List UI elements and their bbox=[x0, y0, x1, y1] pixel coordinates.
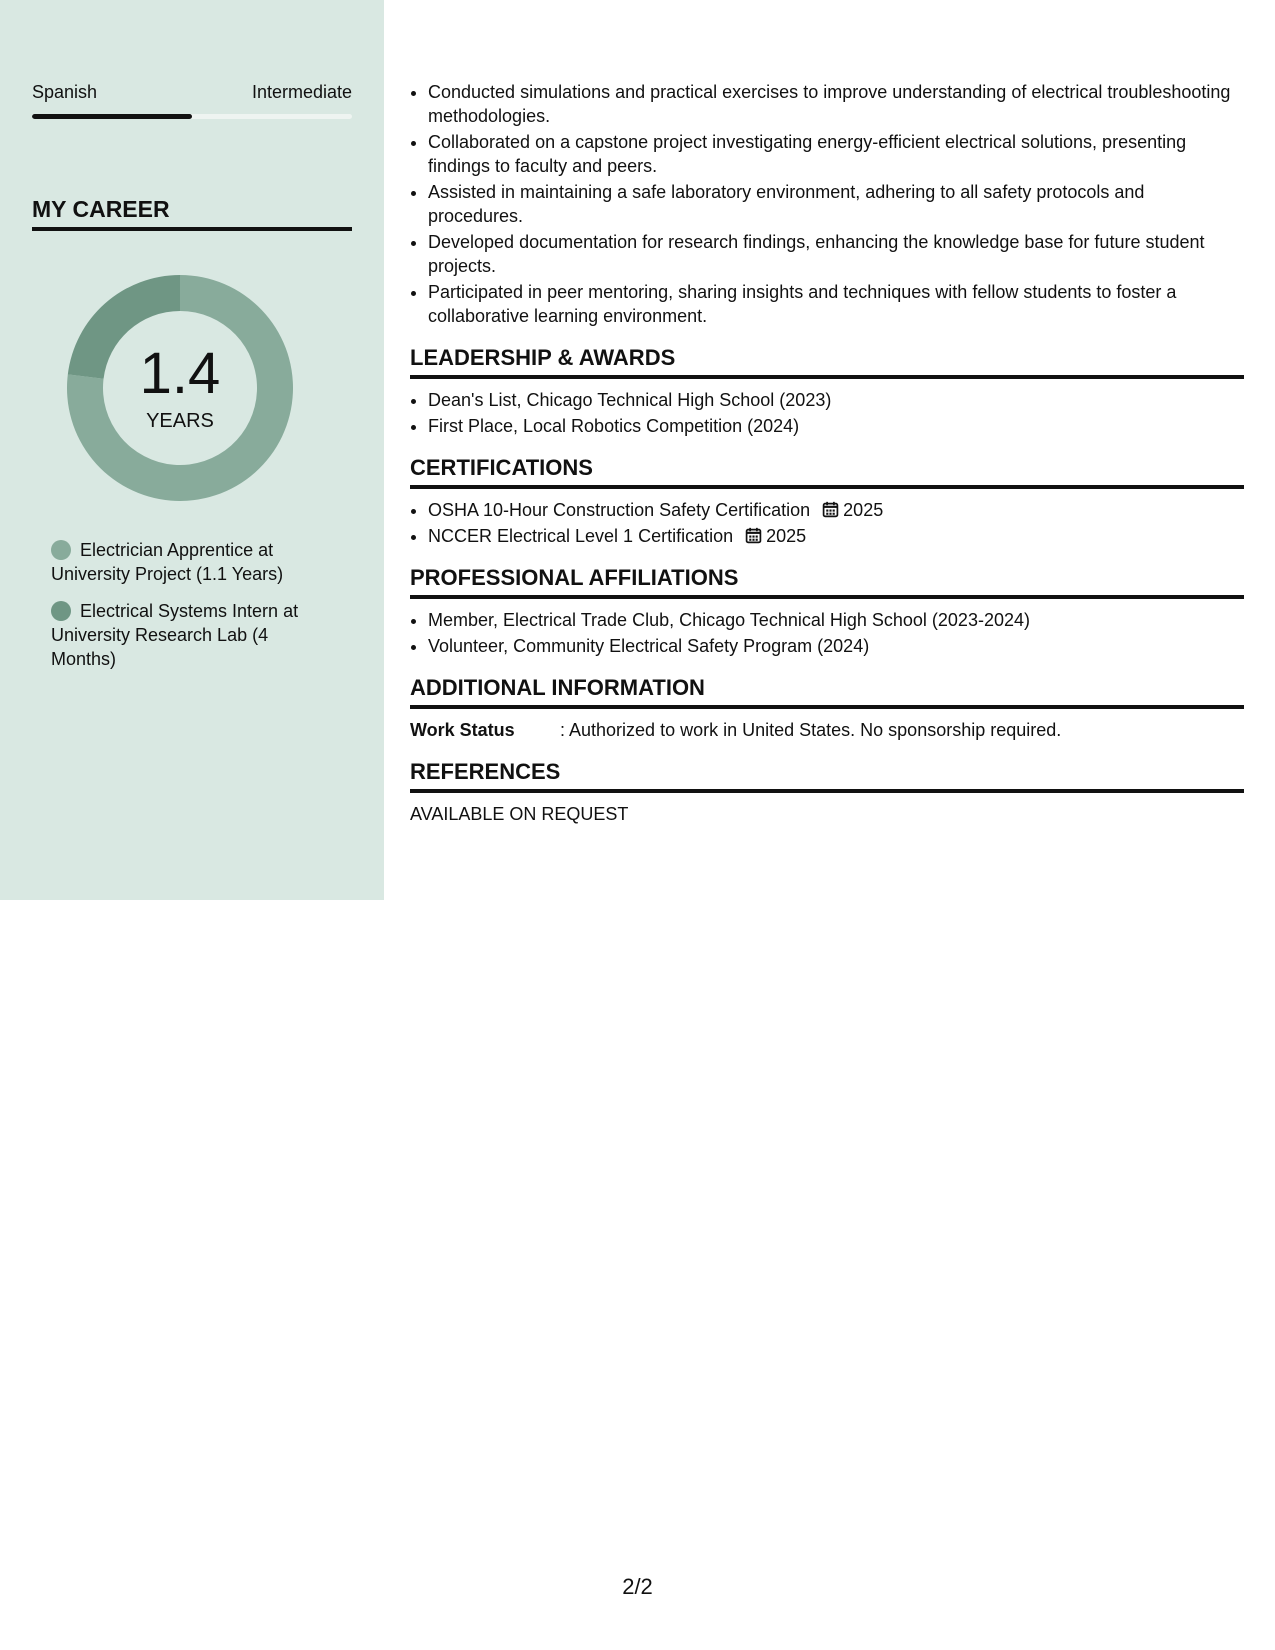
page-number: 2/2 bbox=[622, 1574, 653, 1599]
language-name: Spanish bbox=[32, 82, 98, 102]
certifications-list bbox=[410, 498, 1244, 548]
legend-dot-intern bbox=[51, 601, 71, 621]
references-text: AVAILABLE ON REQUEST bbox=[410, 804, 629, 824]
experience-bullet-list bbox=[410, 80, 1244, 328]
language-proficiency-fill bbox=[32, 114, 192, 119]
sidebar bbox=[0, 0, 384, 900]
career-legend-label: Electrical Systems Intern at University Research Lab (4 Months) bbox=[51, 601, 299, 669]
leadership-heading: LEADERSHIP & AWARDS bbox=[410, 345, 1244, 379]
certification-name: NCCER Electrical Level 1 Certification bbox=[428, 526, 734, 546]
career-heading: MY CAREER bbox=[32, 196, 352, 231]
certifications-heading: CERTIFICATIONS bbox=[410, 455, 1244, 489]
career-legend-item bbox=[51, 599, 331, 671]
certification-year: 2025 bbox=[766, 526, 807, 546]
language-proficiency-bar bbox=[32, 114, 352, 119]
list-item: • Participated in peer mentoring, sharing insights and techniques with fellow students to foster a collaborative learning environment. bbox=[428, 280, 1244, 328]
main-content bbox=[410, 80, 1244, 826]
career-total-value: 1.4 bbox=[139, 341, 221, 406]
work-status-value: : Authorized to work in United States. No sponsorship required. bbox=[560, 720, 1062, 740]
additional-info-heading: ADDITIONAL INFORMATION bbox=[410, 675, 1244, 709]
career-legend-item bbox=[51, 538, 331, 586]
list-item: • Developed documentation for research findings, enhancing the knowledge base for future student projects. bbox=[428, 230, 1244, 278]
list-item: • Conducted simulations and practical exercises to improve understanding of electrical troubleshooting methodologies. bbox=[428, 80, 1244, 128]
list-item: • Dean's List, Chicago Technical High School (2023) bbox=[428, 388, 1244, 412]
affiliations-list bbox=[410, 608, 1244, 658]
leadership-list bbox=[410, 388, 1244, 438]
calendar-icon bbox=[745, 527, 762, 544]
career-total-unit: YEARS bbox=[146, 410, 214, 432]
list-item bbox=[428, 498, 1244, 522]
career-legend bbox=[51, 538, 331, 684]
career-legend-label: Electrician Apprentice at University Project (1.1 Years) bbox=[51, 540, 284, 584]
references-heading: REFERENCES bbox=[410, 759, 1244, 793]
affiliations-heading: PROFESSIONAL AFFILIATIONS bbox=[410, 565, 1244, 599]
list-item: • Collaborated on a capstone project investigating energy-efficient electrical solutions, presenting findings to faculty and peers. bbox=[428, 130, 1244, 178]
work-status-row bbox=[410, 718, 1244, 742]
work-status-label: Work Status bbox=[410, 720, 515, 740]
career-donut-chart bbox=[67, 275, 293, 501]
certification-year: 2025 bbox=[843, 500, 884, 520]
language-level: Intermediate bbox=[251, 82, 352, 102]
list-item: • First Place, Local Robotics Competition (2024) bbox=[428, 414, 1244, 438]
list-item: • Assisted in maintaining a safe laboratory environment, adhering to all safety protocols and procedures. bbox=[428, 180, 1244, 228]
list-item: • Member, Electrical Trade Club, Chicago Technical High School (2023-2024) bbox=[428, 608, 1244, 632]
legend-dot-apprentice bbox=[51, 540, 71, 560]
list-item: • Volunteer, Community Electrical Safety Program (2024) bbox=[428, 634, 1244, 658]
calendar-icon bbox=[822, 501, 839, 518]
certification-name: OSHA 10-Hour Construction Safety Certification bbox=[428, 500, 811, 520]
list-item bbox=[428, 524, 1244, 548]
